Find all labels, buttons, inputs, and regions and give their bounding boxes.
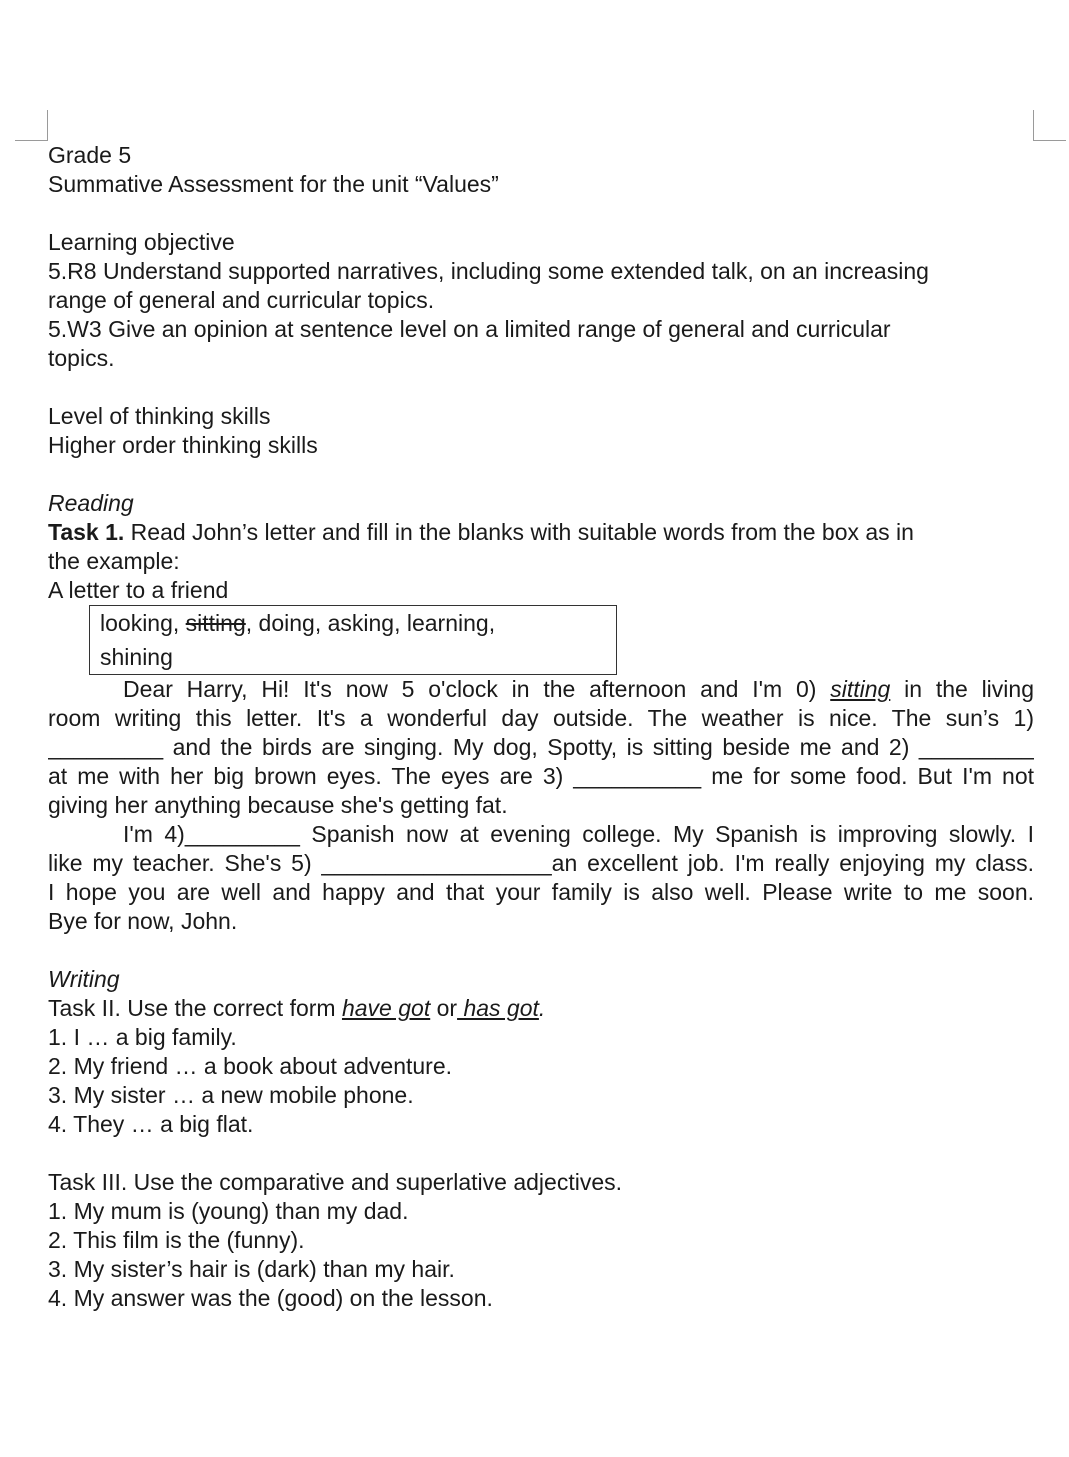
grade-heading: Grade 5 (48, 142, 132, 168)
letter-line: like my teacher. She's 5) __________________an excellent job. I'm really enjoying my class. (48, 850, 1034, 876)
margin-corner-mark (15, 140, 48, 141)
reading-section-heading: Reading (48, 490, 134, 516)
objective-line: range of general and curricular topics. (48, 287, 435, 313)
thinking-heading: Level of thinking skills (48, 403, 271, 429)
task1-instruction: Task 1. Read John’s letter and fill in the blanks with suitable words from the box as in (48, 519, 914, 545)
margin-corner-mark (1033, 110, 1034, 141)
task2-heading: Task II. Use the correct form have got or has got. (48, 995, 546, 1021)
example-answer: sitting (830, 676, 891, 702)
assessment-title: Summative Assessment for the unit “Values” (48, 171, 499, 197)
letter-line: Bye for now, John. (48, 908, 238, 934)
objective-line: topics. (48, 345, 115, 371)
letter-line: room writing this letter. It's a wonderful day outside. The weather is nice. The sun’s 1) (48, 705, 1034, 731)
task2-item: 1. I … a big family. (48, 1024, 237, 1050)
task2-item: 3. My sister … a new mobile phone. (48, 1082, 414, 1108)
task1-instruction-cont: the example: (48, 548, 180, 574)
thinking-value: Higher order thinking skills (48, 432, 318, 458)
task1-label: Task 1. (48, 519, 125, 545)
margin-corner-mark (47, 110, 48, 141)
letter-line: _________ and the birds are singing. My dog, Spotty, is sitting beside me and 2) _________ (48, 734, 1034, 760)
objective-line: 5.R8 Understand supported narratives, including some extended talk, on an increasing (48, 258, 929, 284)
letter-text: Dear Harry, Hi! It's now 5 o'clock in the afternoon and I'm 0) sitting in the living room writing this letter. It's a wonderful day outside. The weather is nice. The sun’s 1) _________ and the birds are singing. My dog, Spotty, is sitting beside me and 2) _________ at me with her big brown eyes. The eyes are 3) __________ me for some food. But I'm not giving her anything because she's getting fat. I'm 4)_________ Spanish now at evening college. My Spanish is improving slowly. I like my teacher. She's 5) __________________an excellent job. I'm really enjoying my class. I hope you are well and happy and that your family is also well. Please write to me soon. Bye for now, John. (48, 676, 1034, 934)
letter-line: giving her anything because she's getting fat. (48, 792, 508, 818)
letter-line: I hope you are well and happy and that your family is also well. Please write to me soon. (48, 879, 1034, 905)
task2-item: 2. My friend … a book about adventure. (48, 1053, 453, 1079)
task3-heading: Task III. Use the comparative and superlative adjectives. (48, 1169, 623, 1195)
word-box: looking, sitting, doing, asking, learning, shining (89, 605, 617, 675)
task3-item: 3. My sister’s hair is (dark) than my hair. (48, 1256, 455, 1282)
objective-heading: Learning objective (48, 229, 235, 255)
margin-corner-mark (1033, 140, 1066, 141)
letter-line: I'm 4)_________ Spanish now at evening college. My Spanish is improving slowly. I (123, 821, 1034, 847)
document-page (48, 141, 1034, 1313)
task3-item: 4. My answer was the (good) on the lesson. (48, 1285, 493, 1311)
objective-line: 5.W3 Give an opinion at sentence level on a limited range of general and curricular (48, 316, 891, 342)
letter-line: at me with her big brown eyes. The eyes are 3) __________ me for some food. But I'm not (48, 763, 1034, 789)
task3-item: 1. My mum is (young) than my dad. (48, 1198, 409, 1224)
letter-title: A letter to a friend (48, 577, 229, 603)
struck-example-word: sitting (185, 610, 246, 636)
task2-item: 4. They … a big flat. (48, 1111, 254, 1137)
task3-item: 2. This film is the (funny). (48, 1227, 305, 1253)
writing-section-heading: Writing (48, 966, 120, 992)
